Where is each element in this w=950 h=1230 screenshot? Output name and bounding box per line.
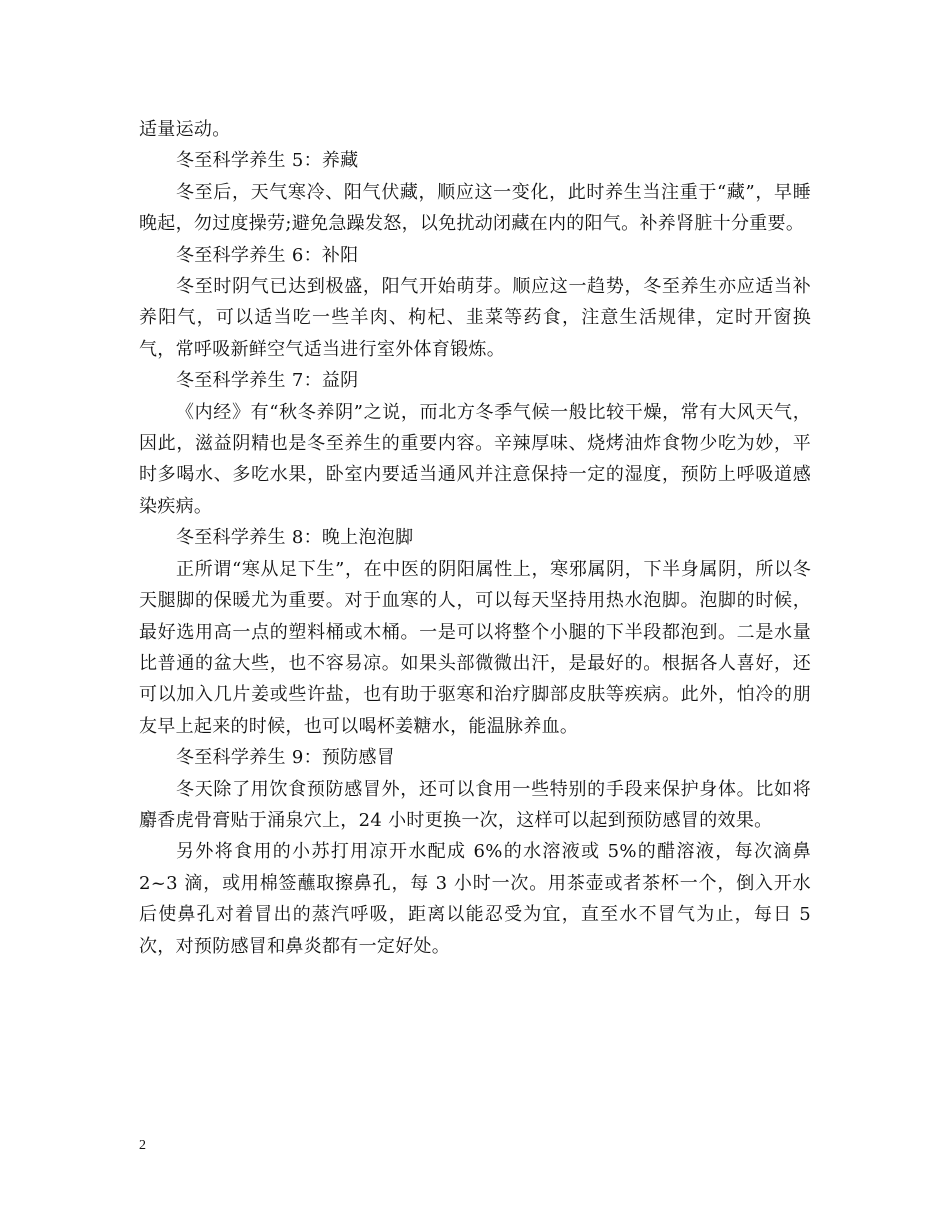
section-heading-6: 冬至科学养生 6：补阳 — [176, 244, 359, 266]
paragraph-body: 冬至后，天气寒冷、阳气伏藏，顺应这一变化，此时养生当注重于“藏”，早睡晚起，勿过度操劳;避免急躁发怒，以免扰动闭藏在内的阳气。补养肾脏十分重要。 — [139, 181, 811, 235]
paragraph-body: 《内经》有“秋冬养阴”之说，而北方冬季气候一般比较干燥，常有大风天气，因此，滋益阴精也是冬至养生的重要内容。辛辣厚味、烧烤油炸食物少吃为妙，平时多喝水、多吃水果，卧室内要适当通风并注意保持一定的湿度，预防上呼吸道感染疾病。 — [139, 401, 811, 517]
paragraph-body: 另外将食用的小苏打用凉开水配成 6%的水溶液或 5%的醋溶液，每次滴鼻 2~3 滴，或用棉签蘸取擦鼻孔，每 3 小时一次。用茶壶或者茶杯一个，倒入开水后使鼻孔对着冒出的蒸汽呼吸，距离以能忍受为宜，直至水不冒气为止，每日 5 次，对预防感冒和鼻炎都有一定好处。 — [139, 841, 811, 957]
page-number: 2 — [139, 1138, 146, 1153]
section-heading-9: 冬至科学养生 9：预防感冒 — [176, 747, 396, 769]
section-heading-5: 冬至科学养生 5：养藏 — [176, 150, 359, 172]
paragraph-continuation: 适量运动。 — [139, 119, 231, 140]
paragraph-body: 冬天除了用饮食预防感冒外，还可以食用一些特别的手段来保护身体。比如将麝香虎骨膏贴于涌泉穴上，24 小时更换一次，这样可以起到预防感冒的效果。 — [139, 778, 811, 831]
paragraph-body: 正所谓“寒从足下生”，在中医的阴阳属性上，寒邪属阴，下半身属阴，所以冬天腿脚的保暖尤为重要。对于血寒的人，可以每天坚持用热水泡脚。泡脚的时候，最好选用高一点的塑料桶或木桶。一是可以将整个小腿的下半段都泡到。二是水量比普通的盆大些，也不容易凉。如果头部微微出汗，是最好的。根据各人喜好，还可以加入几片姜或些许盐，也有助于驱寒和治疗脚部皮肤等疾病。此外，怕冷的朋友早上起来的时候，也可以喝杯姜糖水，能温脉养血。 — [139, 558, 811, 737]
document-body — [139, 114, 811, 962]
section-heading-8: 冬至科学养生 8：晚上泡泡脚 — [176, 527, 414, 549]
paragraph-body: 冬至时阴气已达到极盛，阳气开始萌芽。顺应这一趋势，冬至养生亦应适当补养阳气，可以适当吃一些羊肉、枸杞、韭菜等药食，注意生活规律，定时开窗换气，常呼吸新鲜空气适当进行室外体育锻炼。 — [139, 276, 811, 360]
section-heading-7: 冬至科学养生 7：益阴 — [176, 370, 359, 392]
